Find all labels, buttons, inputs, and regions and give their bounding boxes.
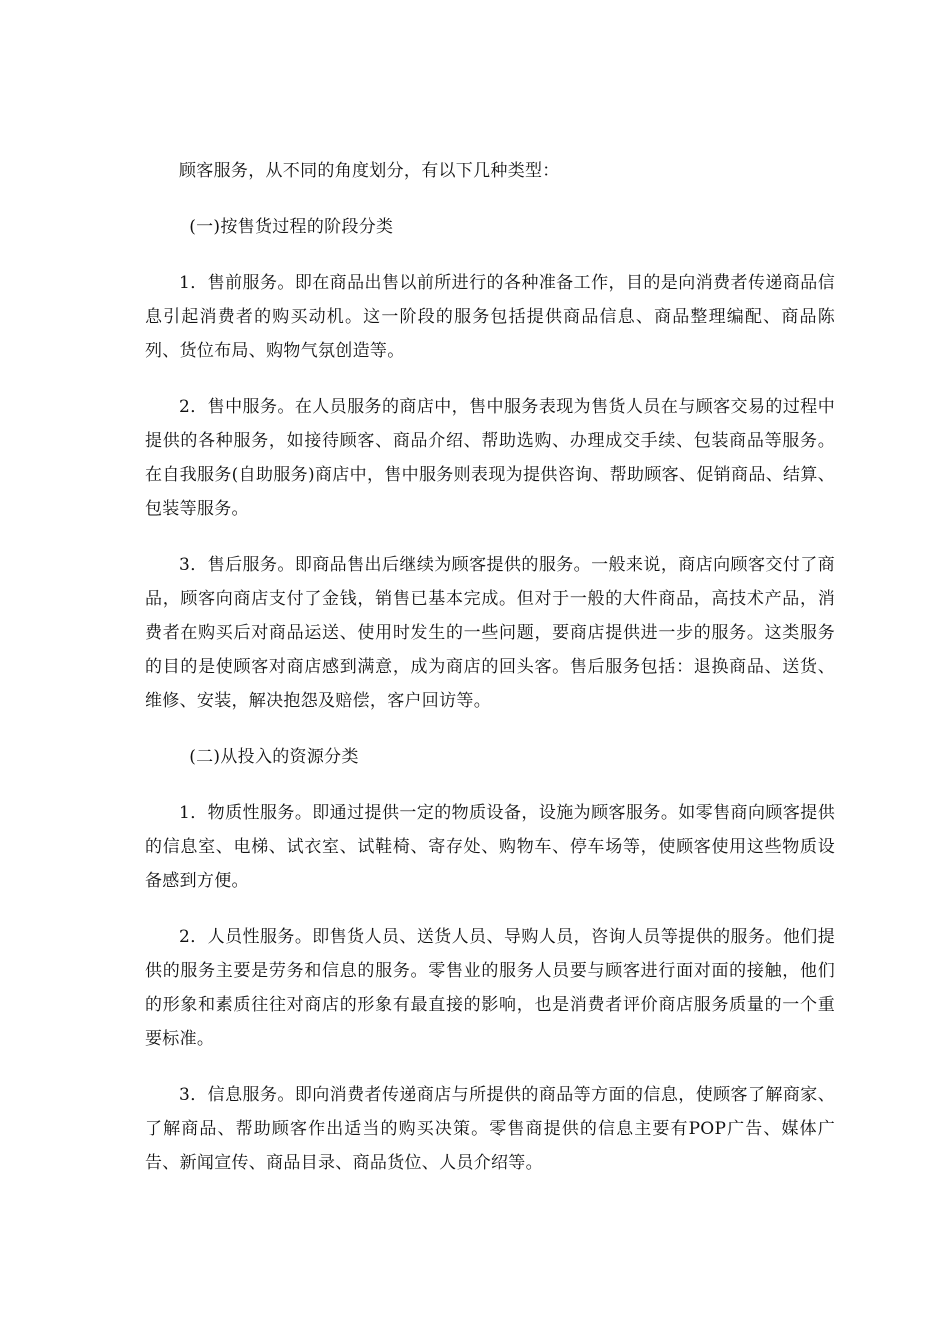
- paragraph-presale: 1．售前服务。即在商品出售以前所进行的各种准备工作，目的是向消费者传递商品信息引起消费者的购买动机。这一阶段的服务包括提供商品信息、商品整理编配、商品陈列、货位布局、购物气氛创造等。: [145, 273, 835, 361]
- paragraph-personnel-service: 2．人员性服务。即售货人员、送货人员、导购人员，咨询人员等提供的服务。他们提供的服务主要是劳务和信息的服务。零售业的服务人员要与顾客进行面对面的接触，他们的形象和素质往往对商店的形象有最直接的影响，也是消费者评价商店服务质量的一个重要标准。: [145, 927, 835, 1049]
- paragraph-insale: 2．售中服务。在人员服务的商店中，售中服务表现为售货人员在与顾客交易的过程中提供的各种服务，如接待顾客、商品介绍、帮助选购、办理成交手续、包装商品等服务。在自我服务(自助服务)商店中，售中服务则表现为提供咨询、帮助顾客、促销商品、结算、包装等服务。: [145, 397, 835, 519]
- paragraph-information-service: 3．信息服务。即向消费者传递商店与所提供的商品等方面的信息，使顾客了解商家、了解商品、帮助顾客作出适当的购买决策。零售商提供的信息主要有POP广告、媒体广告、新闻宣传、商品目录、商品货位、人员介绍等。: [145, 1085, 835, 1173]
- paragraph-material-service: 1．物质性服务。即通过提供一定的物质设备，设施为顾客服务。如零售商向顾客提供的信息室、电梯、试衣室、试鞋椅、寄存处、购物车、停车场等，使顾客使用这些物质设备感到方便。: [145, 803, 835, 891]
- section-heading-1: (一)按售货过程的阶段分类: [189, 217, 394, 237]
- intro-paragraph: 顾客服务，从不同的角度划分，有以下几种类型：: [179, 161, 560, 181]
- document-body: [145, 154, 835, 1202]
- paragraph-aftersale: 3．售后服务。即商品售出后继续为顾客提供的服务。一般来说，商店向顾客交付了商品，顾客向商店支付了金钱，销售已基本完成。但对于一般的大件商品，高技术产品，消费者在购买后对商品运送、使用时发生的一些问题，要商店提供进一步的服务。这类服务的目的是使顾客对商店感到满意，成为商店的回头客。售后服务包括：退换商品、送货、维修、安装，解决抱怨及赔偿，客户回访等。: [145, 555, 835, 711]
- section-heading-2: (二)从投入的资源分类: [189, 747, 359, 767]
